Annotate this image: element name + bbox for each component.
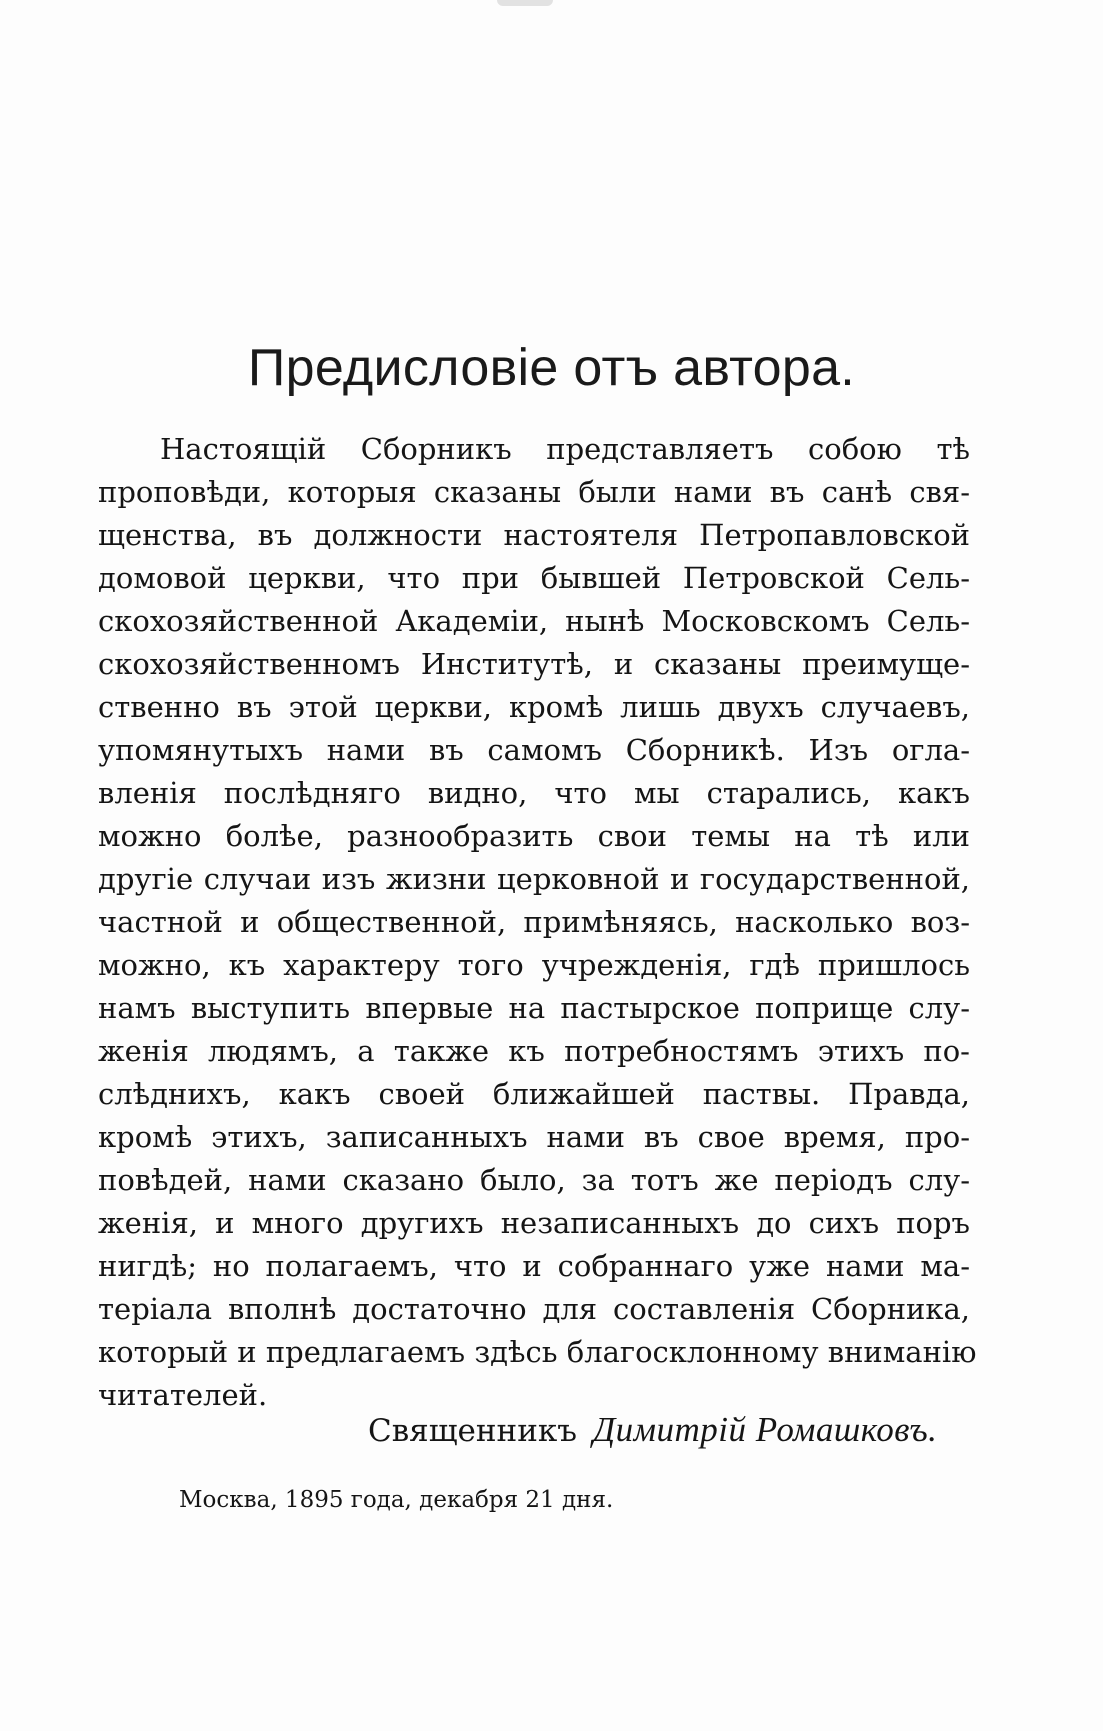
body-line: проповѣди, которыя сказаны были нами въ санѣ свя- bbox=[98, 475, 970, 509]
dateline: Москва, 1895 года, декабря 21 дня. bbox=[179, 1487, 614, 1513]
body-line: женія людямъ, а также къ потребностямъ этихъ по- bbox=[98, 1034, 970, 1068]
body-line: частной и общественной, примѣняясь, насколько воз- bbox=[98, 905, 970, 939]
body-line: женія, и много другихъ незаписанныхъ до сихъ поръ bbox=[98, 1206, 970, 1240]
body-line: скохозяйственной Академіи, нынѣ Московскомъ Сель- bbox=[98, 604, 970, 638]
body-line: повѣдей, нами сказано было, за тотъ же періодъ слу- bbox=[98, 1163, 970, 1197]
scan-artifact-mark bbox=[497, 0, 553, 6]
body-line: слѣднихъ, какъ своей ближайшей паствы. Правда, bbox=[98, 1077, 970, 1111]
signature-name: Димитрій Ромашковъ. bbox=[592, 1410, 938, 1449]
body-line: Настоящій Сборникъ представляетъ собою тѣ bbox=[160, 432, 970, 466]
body-line: кромѣ этихъ, записанныхъ нами въ свое время, про- bbox=[98, 1120, 970, 1154]
body-line: ственно въ этой церкви, кромѣ лишь двухъ случаевъ, bbox=[98, 690, 970, 724]
body-line: вленія послѣдняго видно, что мы старались, какъ bbox=[98, 776, 970, 810]
body-line: можно болѣе, разнообразить свои темы на тѣ или bbox=[98, 819, 970, 853]
body-line: щенства, въ должности настоятеля Петропавловской bbox=[98, 518, 970, 552]
body-line: другіе случаи изъ жизни церковной и государственной, bbox=[98, 862, 970, 896]
body-line: читателей. bbox=[98, 1378, 268, 1412]
body-line: можно, къ характеру того учрежденія, гдѣ пришлось bbox=[98, 948, 970, 982]
signature-rank: Священникъ bbox=[368, 1413, 577, 1449]
author-signature bbox=[368, 1410, 937, 1451]
body-line: который и предлагаемъ здѣсь благосклонному вниманію bbox=[98, 1335, 977, 1369]
body-line: намъ выступить впервые на пастырское поприще слу- bbox=[98, 991, 970, 1025]
body-line: упомянутыхъ нами въ самомъ Сборникѣ. Изъ огла- bbox=[98, 733, 970, 767]
preface-body bbox=[98, 428, 977, 1417]
preface-title: Предисловіе отъ автора. bbox=[247, 339, 856, 397]
body-line: домовой церкви, что при бывшей Петровской Сель- bbox=[98, 561, 970, 595]
body-line: нигдѣ; но полагаемъ, что и собраннаго уже нами ма- bbox=[98, 1249, 970, 1283]
body-line: скохозяйственномъ Институтѣ, и сказаны преимуще- bbox=[98, 647, 970, 681]
body-line: теріала вполнѣ достаточно для составленія Сборника, bbox=[98, 1292, 970, 1326]
